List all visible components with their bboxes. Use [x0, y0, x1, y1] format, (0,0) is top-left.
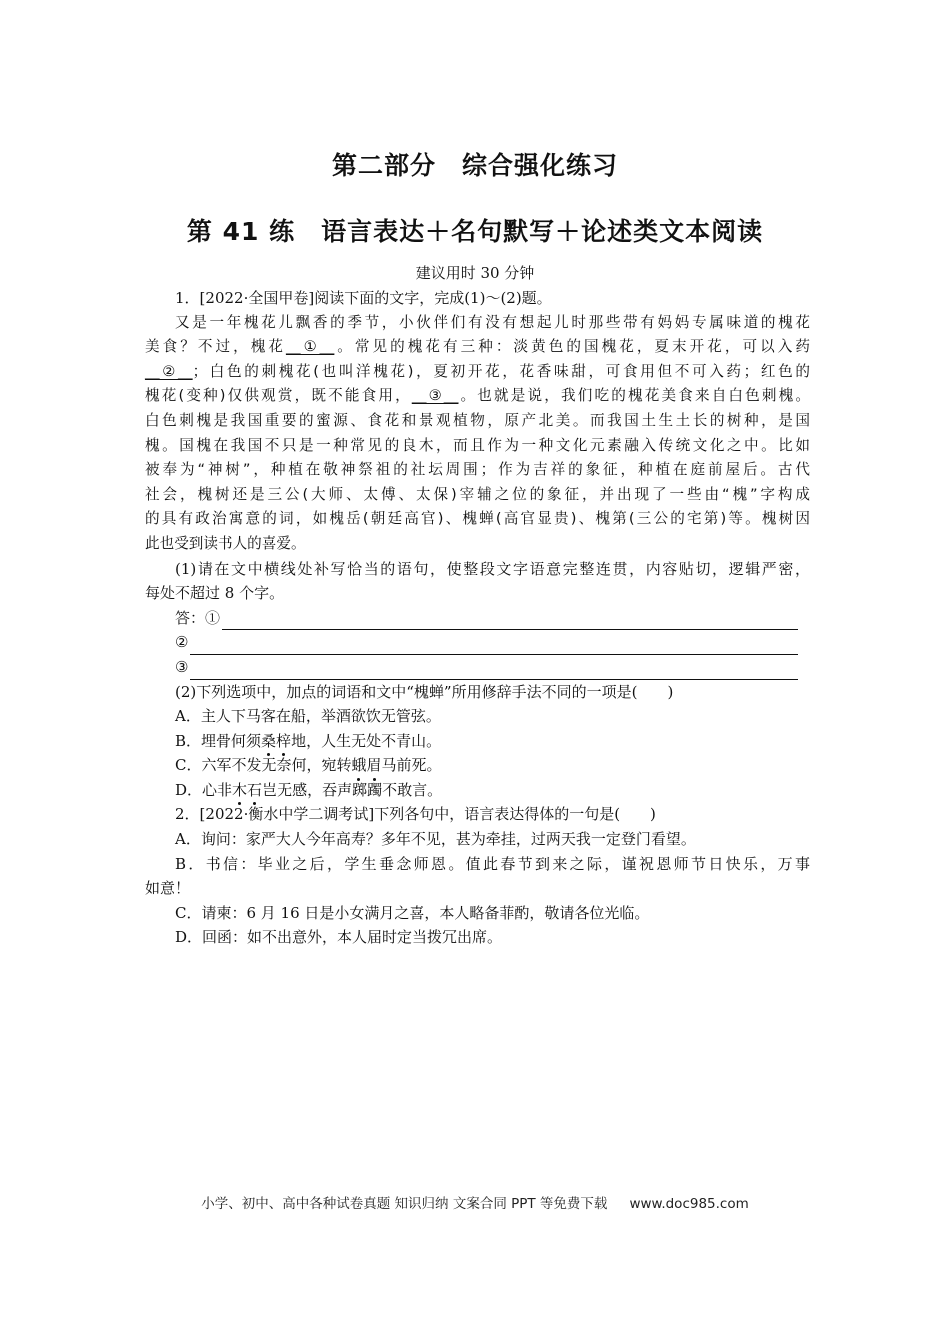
- sub-question-2-stem: (2)下列选项中，加点的词语和文中“槐蝉”所用修辞手法不同的一项是( ): [175, 682, 674, 701]
- option-text: B．埋骨何须: [175, 731, 262, 750]
- answer-rule[interactable]: [190, 638, 798, 655]
- passage-text: 槐花(变种)仅供观赏，既不能食用，: [145, 387, 412, 405]
- dotted-char: 眉: [367, 753, 382, 778]
- footer-site-link[interactable]: www.doc985.com: [629, 1196, 749, 1212]
- footer-text: 小学、初中、高中各种试卷真题 知识归纳 文案合同 PPT 等免费下载: [201, 1196, 608, 1212]
- passage-line: 的具有政治寓意的词，如槐岳(朝廷高官)、槐蝉(高官显贵)、槐第(三公的宅第)等。槐树因: [145, 510, 810, 528]
- option-a[interactable]: A．主人下马客在船，举酒欲饮无管弦。: [175, 707, 441, 726]
- passage-text: 。常见的槐花有三种：淡黄色的国槐花，夏末开花，可以入药: [334, 338, 810, 356]
- option-d[interactable]: [145, 778, 810, 803]
- dotted-char: 梓: [276, 729, 291, 754]
- answer-label: ③: [175, 657, 189, 676]
- dotted-char: 木: [232, 778, 247, 803]
- passage-text: 美食？不过，槐花: [145, 338, 286, 356]
- dotted-char: 桑: [261, 729, 276, 754]
- option-text: 马前死。: [381, 756, 442, 775]
- reading-passage: [145, 311, 810, 557]
- blank-1: __①__: [285, 338, 335, 356]
- passage-line: [145, 335, 810, 360]
- q2-option-b-cont: 如意！: [145, 879, 191, 898]
- dotted-char: 蛾: [351, 753, 366, 778]
- option-text: D．心非: [175, 780, 233, 799]
- answer-label: 答：①: [175, 608, 221, 627]
- sub-question-1-stem: (1)请在文中横线处补写恰当的语句，使整段文字语意完整连贯，内容贴切，逻辑严密，: [175, 559, 810, 578]
- answer-rule[interactable]: [190, 663, 798, 680]
- q2-option-c[interactable]: C．请柬：6 月 16 日是小女满月之喜，本人略备菲酌，敬请各位光临。: [175, 903, 650, 922]
- page-footer: [0, 1192, 950, 1212]
- passage-line: 白色刺槐是我国重要的蜜源、食花和景观植物，原产北美。而我国土生土长的树种，是国: [145, 411, 810, 429]
- question-2-stem: 2．[2022·衡水中学二调考试]下列各句中，语言表达得体的一句是( ): [175, 805, 656, 824]
- q2-option-d[interactable]: D．回函：如不出意外，本人届时定当拨冗出席。: [175, 928, 503, 947]
- blank-3: __③__: [411, 387, 459, 405]
- option-text: C．六军不发无奈何，宛转: [175, 756, 352, 775]
- option-b[interactable]: [145, 729, 810, 754]
- passage-line: 槐。国槐在我国不只是一种常见的良木，而且作为一种文化元素融入传统文化之中。比如: [145, 436, 810, 454]
- answer-line-2[interactable]: [145, 630, 810, 655]
- passage-text: 。也就是说，我们吃的槐花美食来自白色刺槐。: [458, 387, 810, 405]
- sub-question-1-stem-cont: 每处不超过 8 个字。: [145, 584, 285, 603]
- answer-rule[interactable]: [222, 613, 798, 630]
- q2-option-a[interactable]: A．询问：家严大人今年高寿？多年不见，甚为牵挂，过两天我一定登门看望。: [175, 830, 696, 849]
- passage-line: 社会，槐树还是三公(大师、太傅、太保)宰辅之位的象征，并出现了一些由“槐”字构成: [145, 485, 810, 503]
- passage-line: [145, 360, 810, 385]
- passage-line: 被奉为“神树”，种植在敬神祭祖的社坛周围；作为吉祥的象征，种植在庭前屋后。古代: [145, 461, 810, 479]
- passage-line: 又是一年槐花儿飘香的季节，小伙伴们有没有想起儿时那些带有妈妈专属味道的槐花: [175, 313, 810, 331]
- dotted-char: 石: [247, 778, 262, 803]
- q2-option-b[interactable]: B．书信：毕业之后，学生垂念师恩。值此春节到来之际，谨祝恩师节日快乐，万事: [175, 854, 810, 873]
- answer-label: ②: [175, 633, 189, 652]
- passage-text: ；白色的刺槐花(也叫洋槐花)，夏初开花，花香味甜，可食用但不可入药；红色的: [192, 362, 810, 380]
- option-c[interactable]: [145, 753, 810, 778]
- passage-line: [145, 384, 810, 409]
- passage-line: 此也受到读书人的喜爱。: [145, 534, 306, 552]
- answer-line-3[interactable]: [145, 655, 810, 680]
- option-text: 地，人生无处不青山。: [291, 731, 442, 750]
- question-content: [145, 286, 810, 950]
- question-1-stem: 1．[2022·全国甲卷]阅读下面的文字，完成(1)～(2)题。: [175, 289, 552, 307]
- option-text: 岂无感，吞声踯躅不敢言。: [262, 780, 443, 799]
- time-hint: 建议用时 30 分钟: [415, 264, 535, 282]
- lesson-title: 第 41 练 语言表达＋名句默写＋论述类文本阅读: [186, 217, 764, 246]
- part-title: 第二部分 综合强化练习: [331, 151, 618, 180]
- answer-line-1[interactable]: [145, 606, 810, 631]
- blank-2: __②__: [145, 362, 193, 380]
